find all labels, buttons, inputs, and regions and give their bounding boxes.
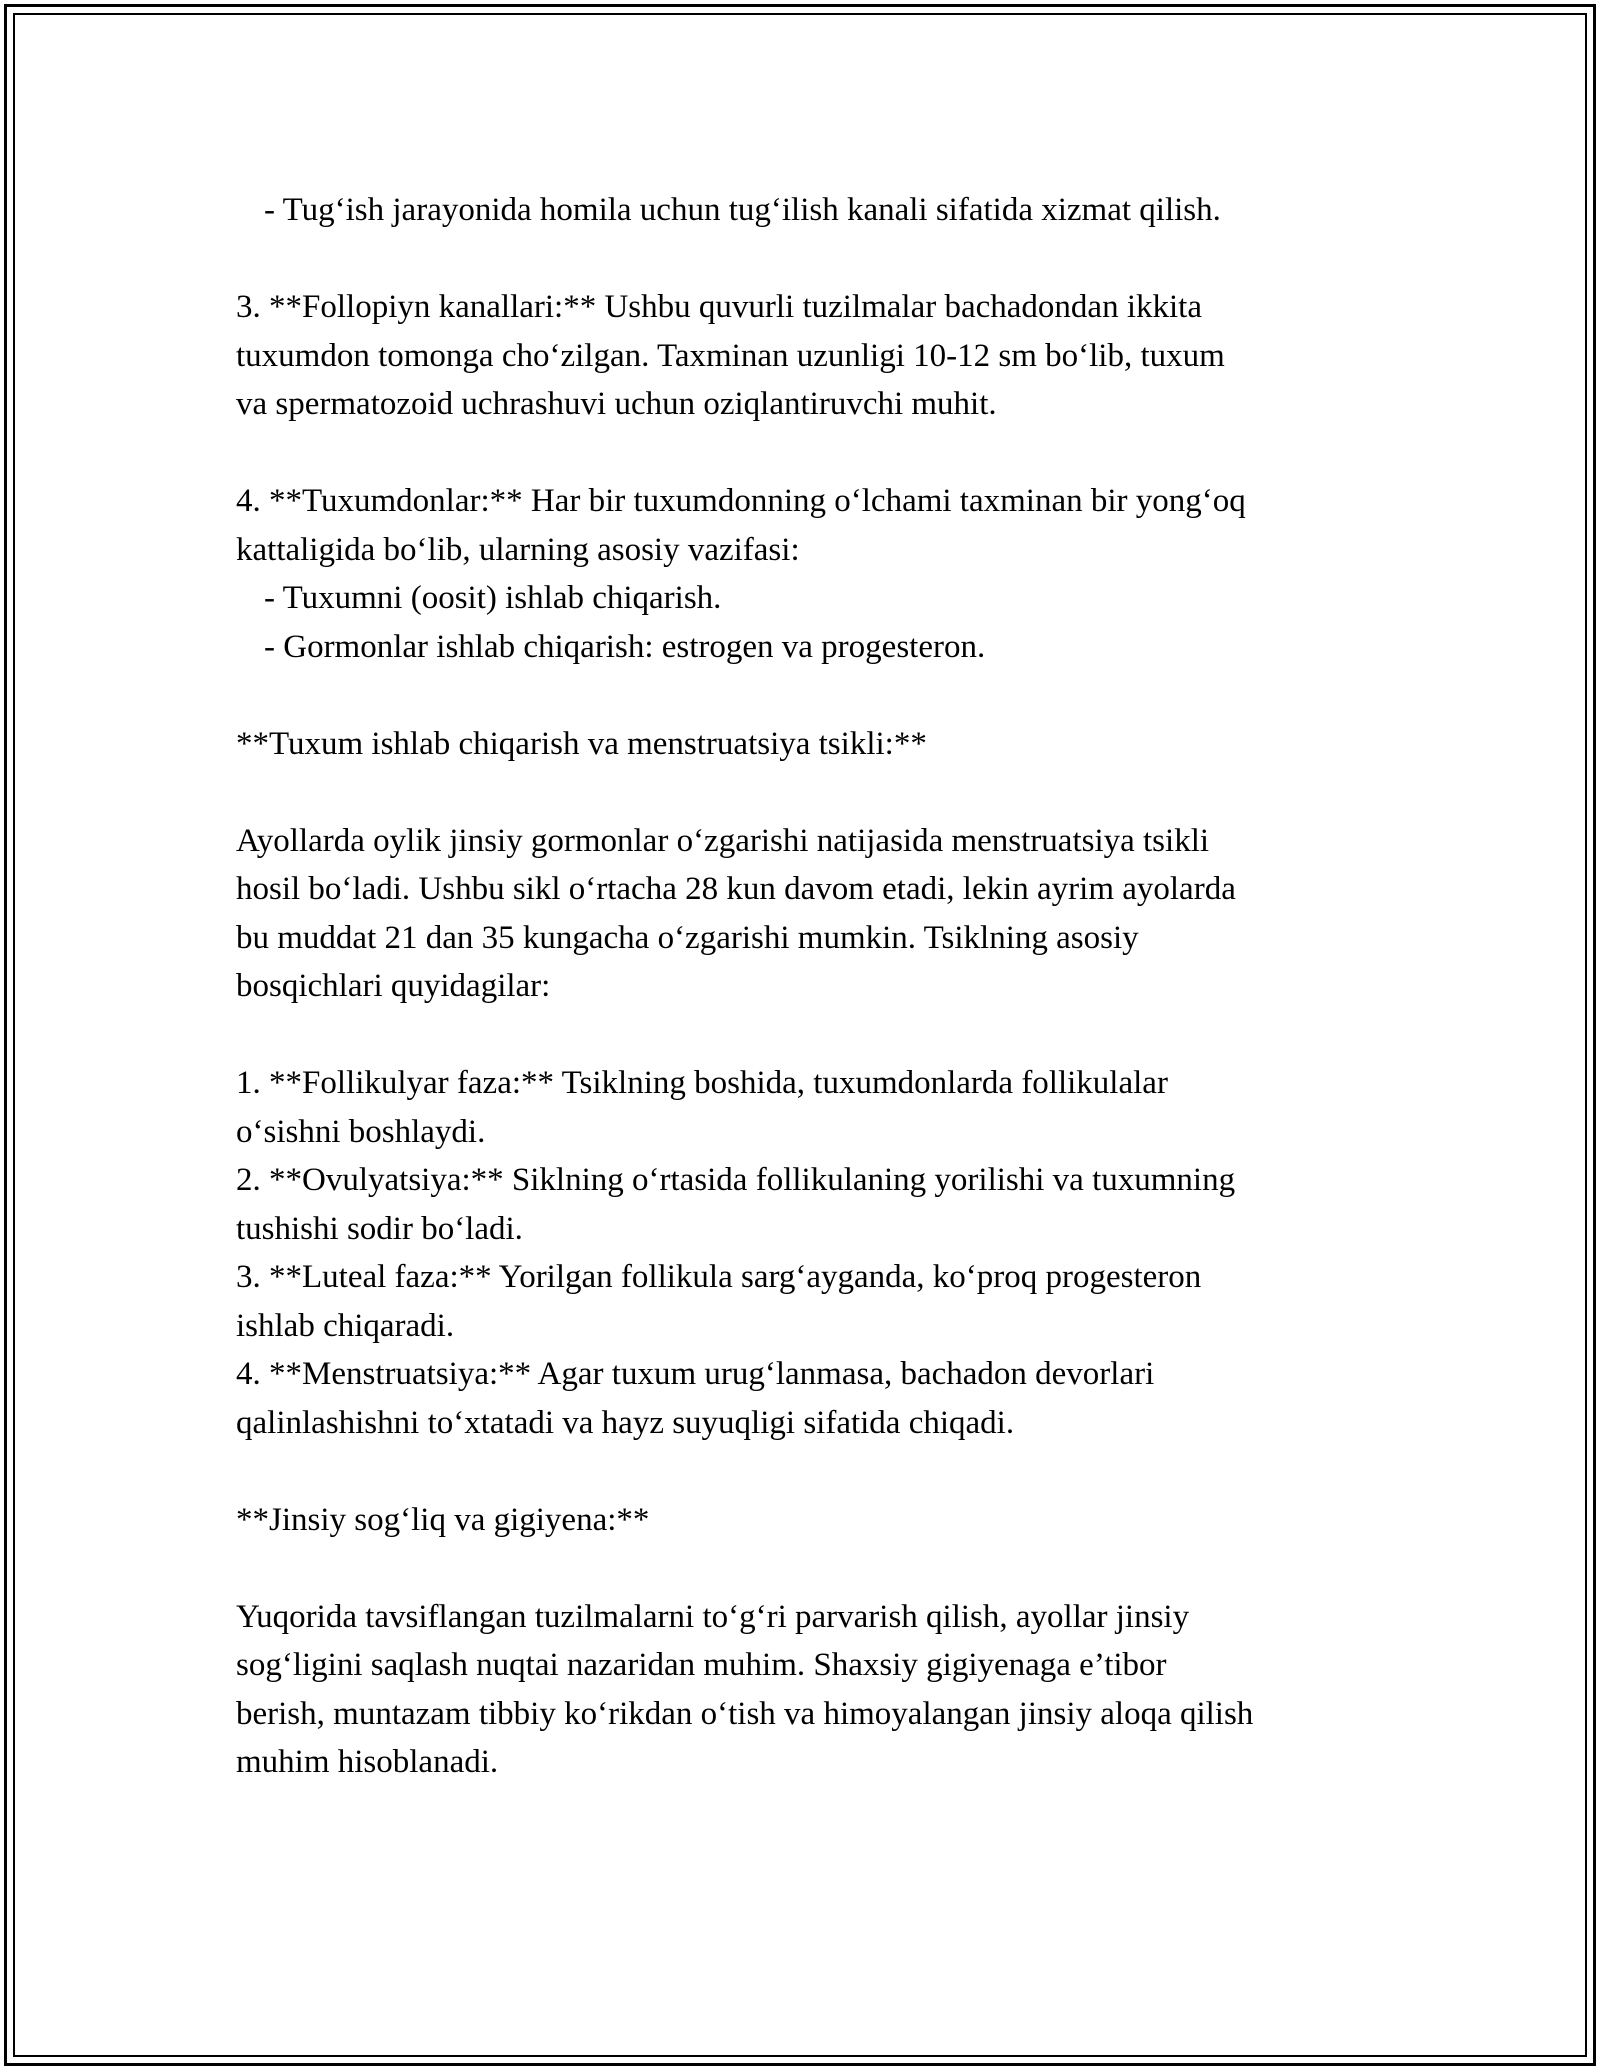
text-line: 4. **Tuxumdonlar:** Har bir tuxumdonning o‘lchami taxminan bir yong‘oq <box>236 483 1246 519</box>
text-line: kattaligida bo‘lib, ularning asosiy vazifasi: <box>236 531 800 568</box>
paragraph-spacer <box>236 235 1386 284</box>
text-line: - Tuxumni (oosit) ishlab chiqarish. <box>264 580 722 616</box>
text-line: hosil bo‘ladi. Ushbu sikl o‘rtacha 28 kun davom etadi, lekin ayrim ayolarda <box>236 871 1236 907</box>
text-line: tuxumdon tomonga cho‘zilgan. Taxminan uzunligi 10-12 sm bo‘lib, tuxum <box>236 337 1225 374</box>
text-line: Ayollarda oylik jinsiy gormonlar o‘zgarishi natijasida menstruatsiya tsikli <box>236 822 1210 859</box>
text-line: o‘sishni boshlaydi. <box>236 1113 486 1150</box>
text-line: muhim hisoblanadi. <box>236 1744 499 1780</box>
text-line: 3. **Luteal faza:** Yorilgan follikula sarg‘ayganda, ko‘proq progesteron <box>236 1259 1202 1295</box>
text-line: va spermatozoid uchrashuvi uchun oziqlantiruvchi muhit. <box>236 386 997 422</box>
paragraph-spacer <box>236 1011 1386 1060</box>
text-line: 3. **Follopiyn kanallari:** Ushbu quvurli tuzilmalar bachadondan ikkita <box>236 289 1202 325</box>
paragraph-spacer <box>236 1544 1386 1593</box>
paragraph-spacer <box>236 1447 1386 1496</box>
text-line: 4. **Menstruatsiya:** Agar tuxum urug‘lanmasa, bachadon devorlari <box>236 1356 1155 1392</box>
document-body <box>236 186 1386 1787</box>
text-line: - Tug‘ish jarayonida homila uchun tug‘ilish kanali sifatida xizmat qilish. <box>264 192 1221 228</box>
text-line: Yuqorida tavsiflangan tuzilmalarni to‘g‘ri parvarish qilish, ayollar jinsiy <box>236 1598 1190 1635</box>
text-line: 2. **Ovulyatsiya:** Siklning o‘rtasida follikulaning yorilishi va tuxumning <box>236 1162 1236 1198</box>
paragraph-spacer <box>236 768 1386 817</box>
text-line: - Gormonlar ishlab chiqarish: estrogen va progesteron. <box>264 628 986 665</box>
text-line: 1. **Follikulyar faza:** Tsiklning boshida, tuxumdonlarda follikulalar <box>236 1065 1168 1101</box>
paragraph-spacer <box>236 671 1386 720</box>
text-line: bosqichlari quyidagilar: <box>236 968 551 1004</box>
text-line: ishlab chiqaradi. <box>236 1307 455 1344</box>
text-line: qalinlashishni to‘xtatadi va hayz suyuqligi sifatida chiqadi. <box>236 1404 1015 1441</box>
text-line: **Jinsiy sog‘liq va gigiyena:** <box>236 1501 650 1538</box>
paragraph-spacer <box>236 429 1386 478</box>
text-line: sog‘ligini saqlash nuqtai nazaridan muhim. Shaxsiy gigiyenaga e’tibor <box>236 1647 1167 1683</box>
text-line: berish, muntazam tibbiy ko‘rikdan o‘tish va himoyalangan jinsiy aloqa qilish <box>236 1695 1254 1732</box>
text-line: bu muddat 21 dan 35 kungacha o‘zgarishi mumkin. Tsiklning asosiy <box>236 919 1139 956</box>
text-line: **Tuxum ishlab chiqarish va menstruatsiya tsikli:** <box>236 725 927 762</box>
text-line: tushishi sodir bo‘ladi. <box>236 1210 523 1247</box>
